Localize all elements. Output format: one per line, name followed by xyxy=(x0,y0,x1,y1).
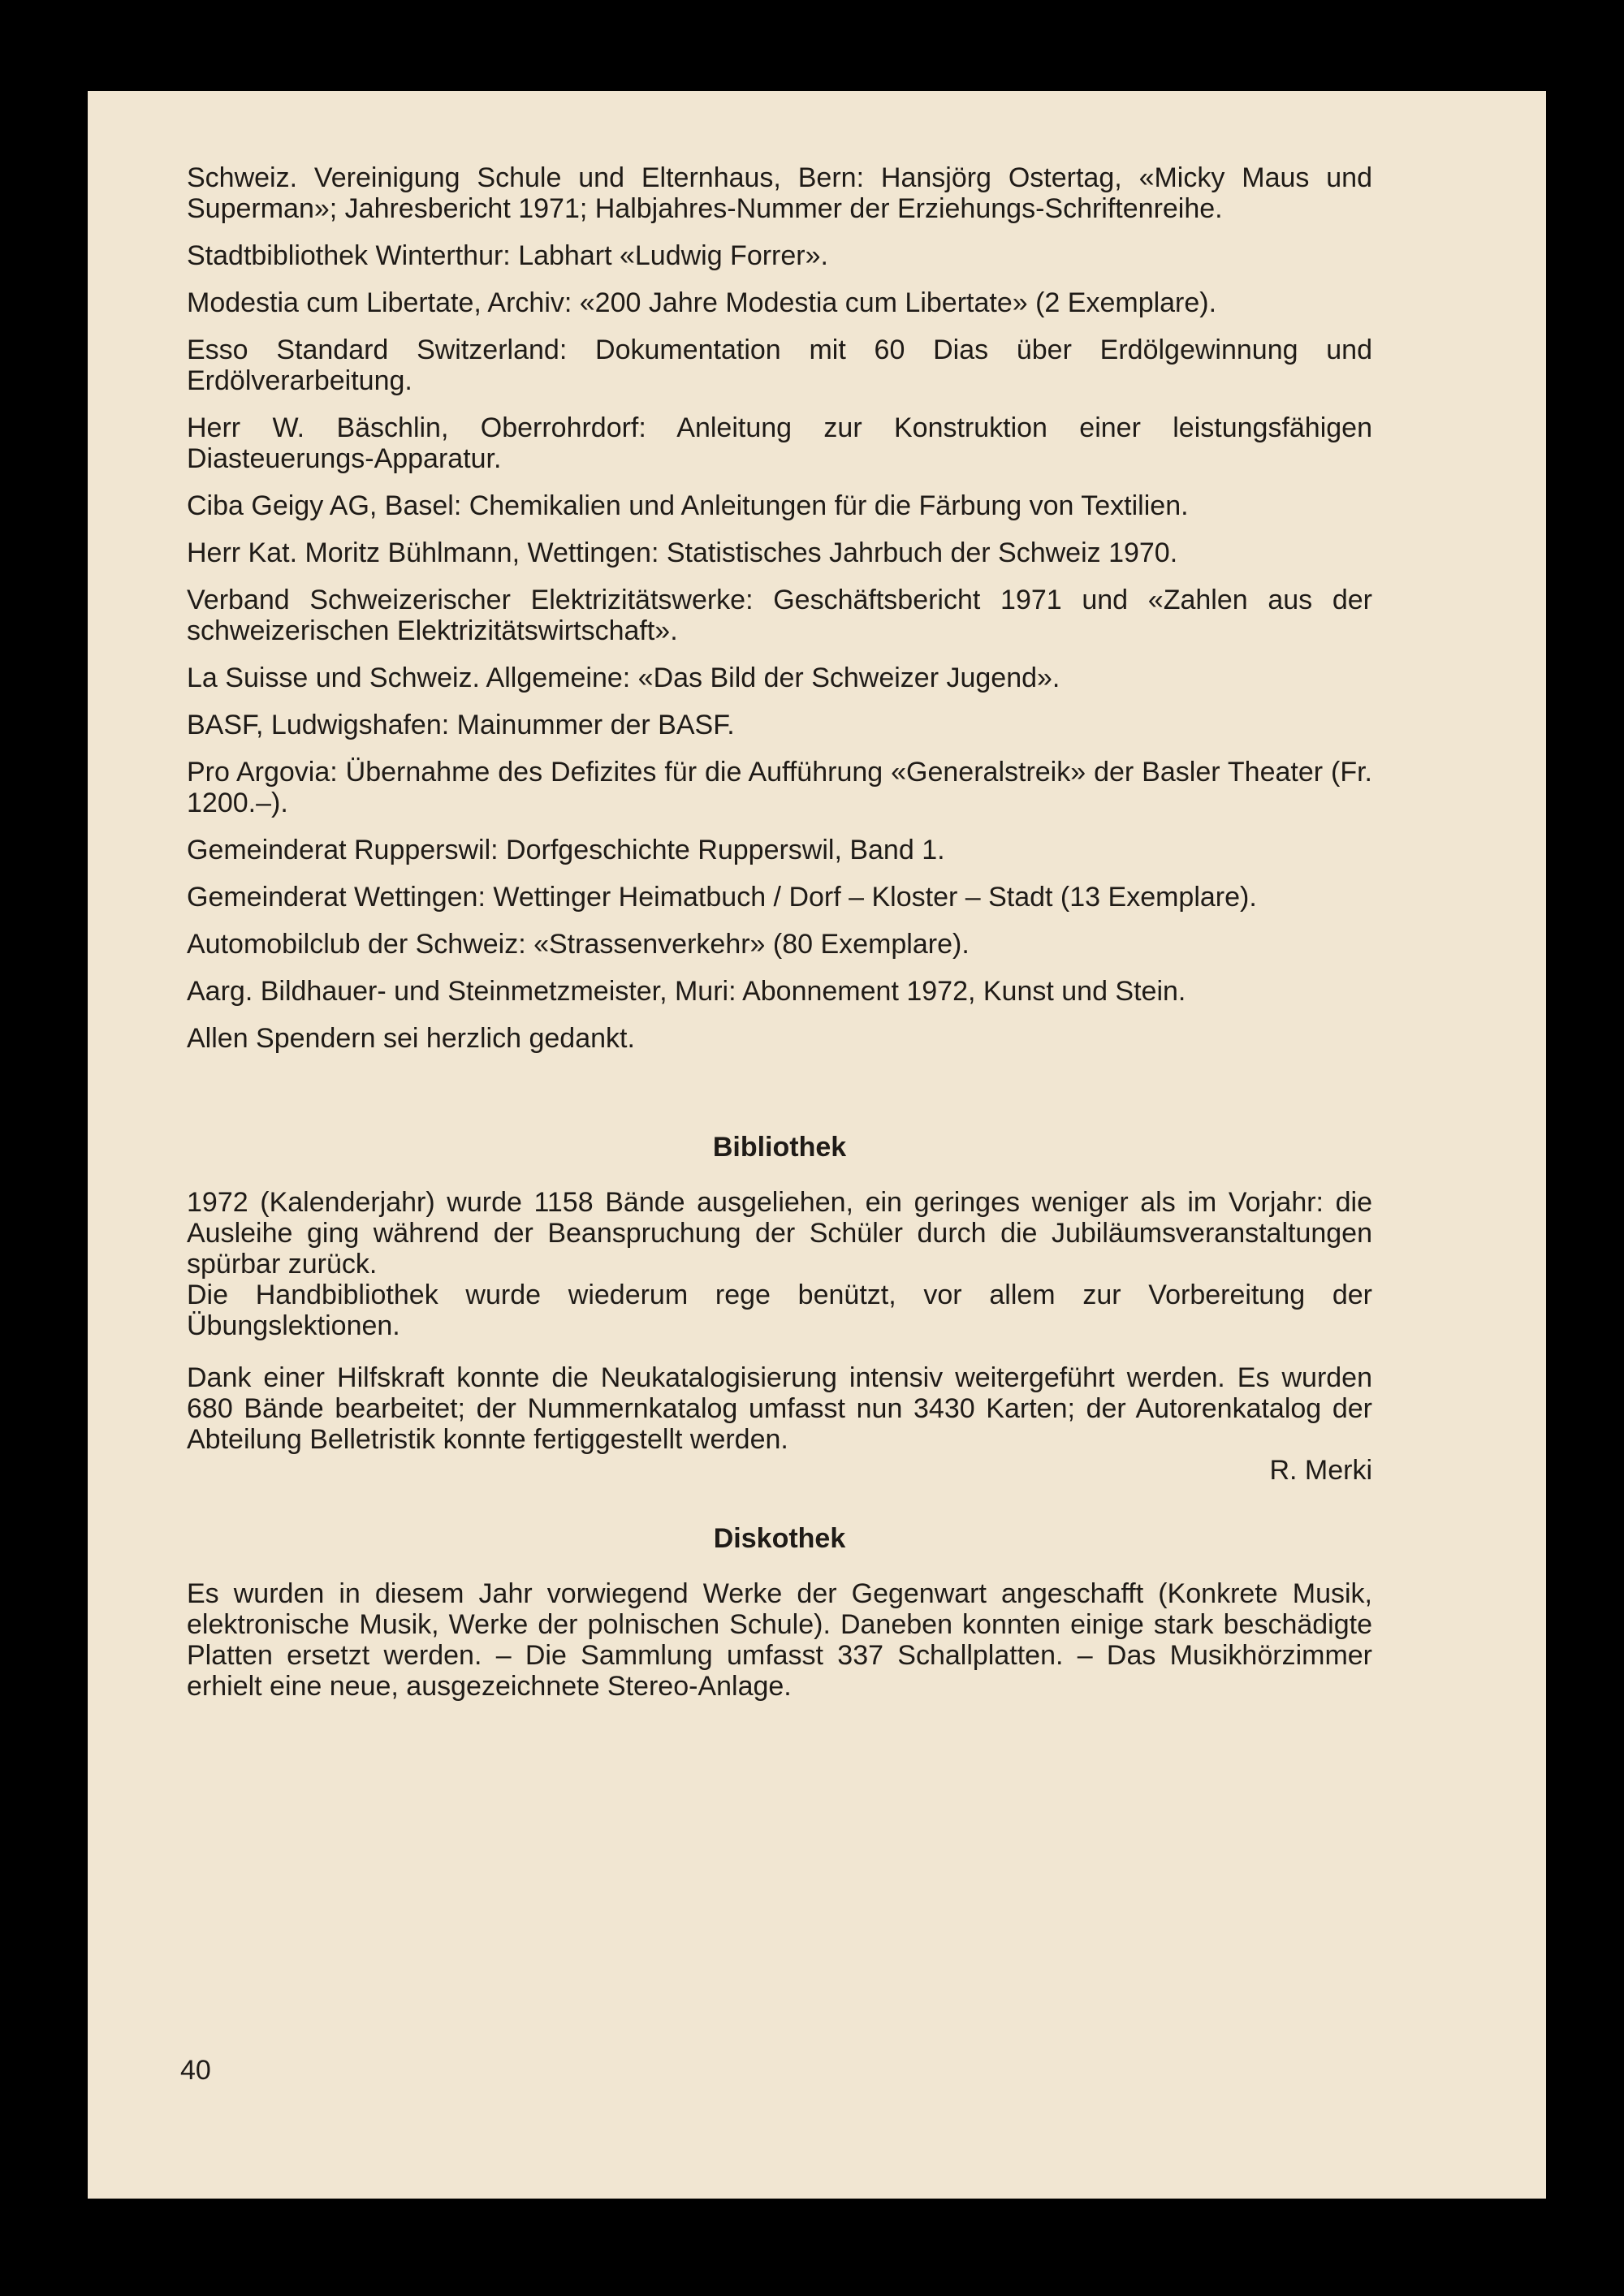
diskothek-section xyxy=(187,1523,1372,1702)
bibliothek-heading: Bibliothek xyxy=(712,1132,847,1163)
thanks-line: Allen Spendern sei herzlich gedankt. xyxy=(187,1023,635,1054)
bibliothek-paragraph: 1972 (Kalenderjahr) wurde 1158 Bände ausgeliehen, ein geringes weniger als im Vorjahr: die Ausleihe ging während der Beanspruchung der Schüler durch die Jubiläumsveranstaltungen spürbar zurück. xyxy=(187,1187,1372,1280)
donation-entry: Schweiz. Vereinigung Schule und Elternhaus, Bern: Hansjörg Ostertag, «Micky Maus und Superman»; Jahresbericht 1971; Halbjahres-Nummer der Erziehungs-Schriftenreihe. xyxy=(187,162,1372,224)
bibliothek-paragraph: Dank einer Hilfskraft konnte die Neukatalogisierung intensiv weitergeführt werden. Es wurden 680 Bände bearbeitet; der Nummernkatalog umfasst nun 3430 Karten; der Autorenkatalog der Abteilung Belletristik konnte fertiggestellt werden. xyxy=(187,1362,1372,1455)
donation-entry: Automobilclub der Schweiz: «Strassenverkehr» (80 Exemplare). xyxy=(187,929,970,960)
donation-entry: BASF, Ludwigshafen: Mainummer der BASF. xyxy=(187,710,735,740)
donation-entry: Gemeinderat Rupperswil: Dorfgeschichte Rupperswil, Band 1. xyxy=(187,835,945,865)
diskothek-paragraph: Es wurden in diesem Jahr vorwiegend Werke der Gegenwart angeschafft (Konkrete Musik, elektronische Musik, Werke der polnischen Schule). Daneben konnten einige stark beschädigte Platten ersetzt werden. – Die Sammlung umfasst 337 Schallplatten. – Das Musikhörzimmer erhielt eine neue, ausgezeichnete Stereo-Anlage. xyxy=(187,1578,1372,1702)
donation-entry: Modestia cum Libertate, Archiv: «200 Jahre Modestia cum Libertate» (2 Exemplare). xyxy=(187,287,1217,318)
donation-entry: La Suisse und Schweiz. Allgemeine: «Das Bild der Schweizer Jugend». xyxy=(187,662,1060,693)
donation-list xyxy=(187,162,1372,1054)
donation-entry: Aarg. Bildhauer- und Steinmetzmeister, Muri: Abonnement 1972, Kunst und Stein. xyxy=(187,976,1186,1007)
donation-entry: Herr Kat. Moritz Bühlmann, Wettingen: Statistisches Jahrbuch der Schweiz 1970. xyxy=(187,537,1178,568)
signature: R. Merki xyxy=(1269,1455,1372,1486)
page-number: 40 xyxy=(180,2055,211,2086)
donation-entry: Ciba Geigy AG, Basel: Chemikalien und Anleitungen für die Färbung von Textilien. xyxy=(187,490,1189,521)
donation-entry: Gemeinderat Wettingen: Wettinger Heimatbuch / Dorf – Kloster – Stadt (13 Exemplare). xyxy=(187,882,1257,913)
page-content xyxy=(187,162,1372,1702)
bibliothek-section xyxy=(187,1132,1372,1486)
diskothek-heading: Diskothek xyxy=(713,1523,846,1554)
donation-entry: Stadtbibliothek Winterthur: Labhart «Ludwig Forrer». xyxy=(187,240,828,271)
donation-entry: Verband Schweizerischer Elektrizitätswerke: Geschäftsbericht 1971 und «Zahlen aus der schweizerischen Elektrizitätswirtschaft». xyxy=(187,585,1372,646)
donation-entry: Herr W. Bäschlin, Oberrohrdorf: Anleitung zur Konstruktion einer leistungsfähigen Diasteuerungs-Apparatur. xyxy=(187,412,1372,474)
donation-entry: Pro Argovia: Übernahme des Defizites für die Aufführung «Generalstreik» der Basler Theater (Fr. 1200.–). xyxy=(187,757,1372,818)
bibliothek-paragraph: Die Handbibliothek wurde wiederum rege benützt, vor allem zur Vorbereitung der Übungslektionen. xyxy=(187,1280,1372,1341)
donation-entry: Esso Standard Switzerland: Dokumentation mit 60 Dias über Erdölgewinnung und Erdölverarbeitung. xyxy=(187,334,1372,396)
